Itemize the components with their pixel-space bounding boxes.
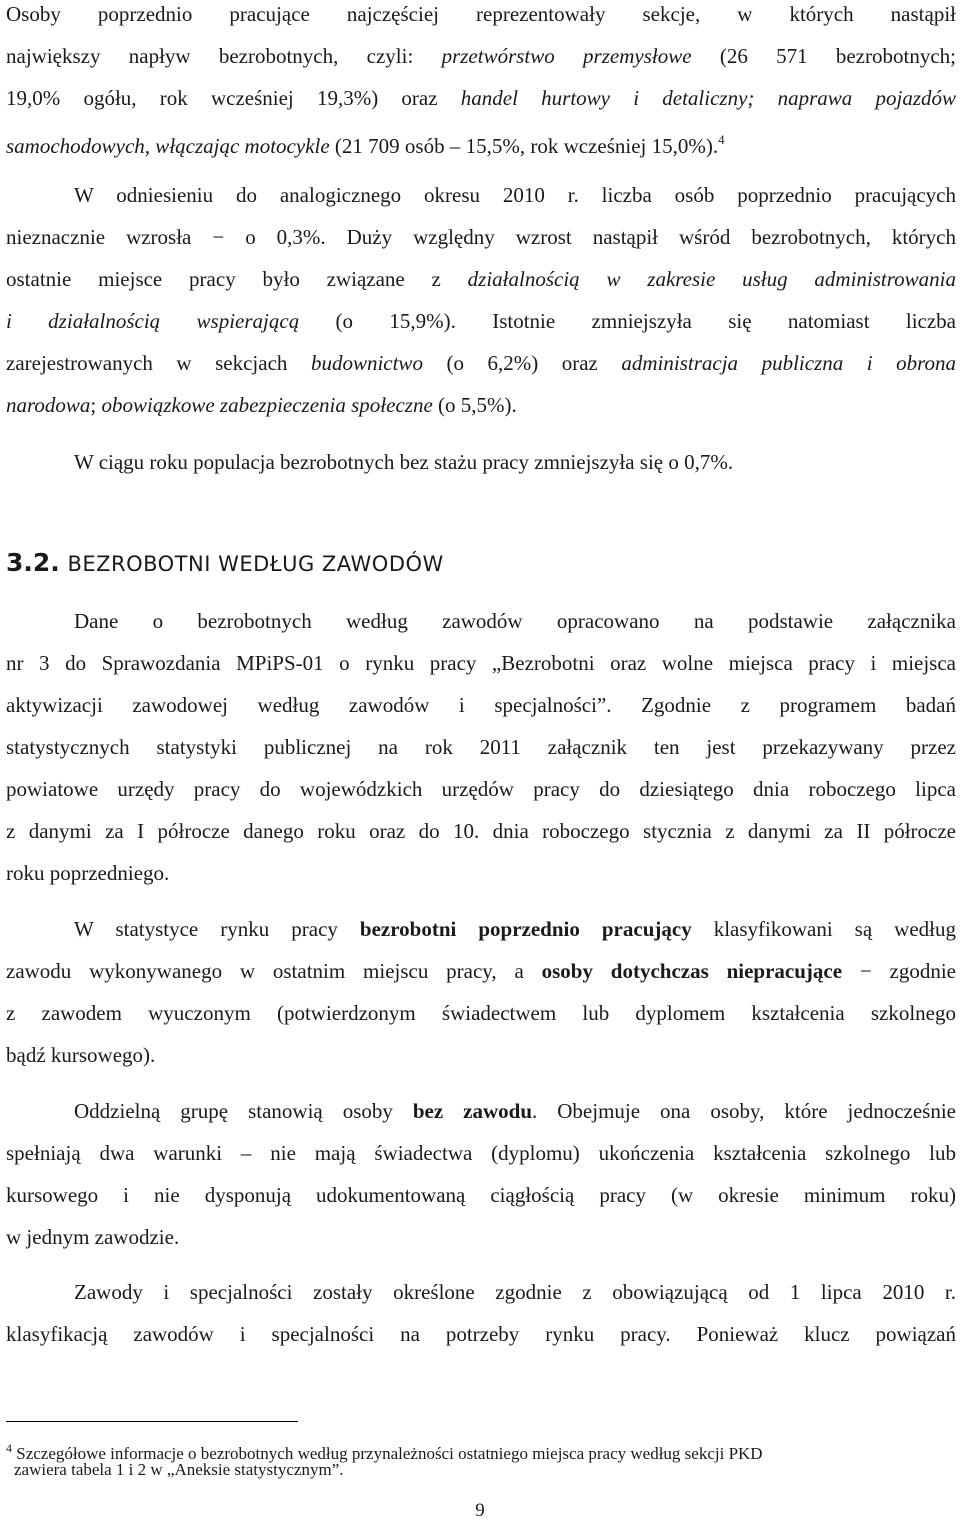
text: klasyfikowani są według — [691, 917, 957, 941]
paragraph-1-line-1 — [6, 0, 956, 28]
text: Oddzielną grupę stanowią osoby — [74, 1099, 413, 1123]
text: bądź kursowego). — [6, 1043, 156, 1067]
text: (o 6,2%) oraz — [422, 351, 622, 375]
paragraph-5-line-4 — [6, 1041, 956, 1069]
paragraph-2-line-1 — [74, 181, 956, 209]
text: zawodu wykonywanego w ostatnim miejscu pracy, a — [6, 959, 542, 983]
italic-text: działalnością w zakresie usług administrowania — [467, 267, 956, 291]
text: (o 5,5%). — [432, 393, 517, 417]
text: W statystyce rynku pracy — [74, 917, 360, 941]
text: (26 571 bezrobotnych; — [691, 44, 956, 68]
page-number: 9 — [475, 1500, 485, 1521]
text: aktywizacji zawodowej według zawodów i specjalności”. Zgodnie z programem badań — [6, 693, 956, 717]
paragraph-2-line-2 — [6, 223, 956, 251]
text: zawiera tabela 1 i 2 w „Aneksie statystycznym”. — [14, 1460, 344, 1479]
paragraph-7-line-2 — [6, 1320, 956, 1348]
paragraph-1-line-4 — [6, 126, 956, 160]
paragraph-6-line-1 — [74, 1097, 956, 1125]
text: statystycznych statystyki publicznej na rok 2011 załącznik ten jest przekazywany przez — [6, 735, 956, 759]
text: roku poprzedniego. — [6, 861, 170, 885]
text: w jednym zawodzie. — [6, 1225, 180, 1249]
section-title: BEZROBOTNI WEDŁUG ZAWODÓW — [67, 552, 444, 576]
text: z zawodem wyuczonym (potwierdzonym świadectwem lub dyplomem kształcenia szkolnego — [6, 1001, 956, 1025]
text: (o 15,9%). Istotnie zmniejszyła się natomiast liczba — [299, 309, 957, 333]
paragraph-4-line-6 — [6, 817, 956, 845]
paragraph-1-line-2 — [6, 42, 956, 70]
text: W odniesieniu do analogicznego okresu 2010 r. liczba osób poprzednio pracujących — [74, 183, 956, 207]
paragraph-4-line-5 — [6, 775, 956, 803]
text: klasyfikacją zawodów i specjalności na potrzeby rynku pracy. Ponieważ klucz powiązań — [6, 1322, 956, 1346]
paragraph-6-line-3 — [6, 1181, 956, 1209]
text: (21 709 osób – 15,5%, rok wcześniej 15,0%). — [329, 134, 719, 158]
paragraph-2-line-5 — [6, 349, 956, 377]
paragraph-4-line-4 — [6, 733, 956, 761]
text: Dane o bezrobotnych według zawodów opracowano na podstawie załącznika — [74, 609, 956, 633]
paragraph-7-line-1 — [74, 1278, 956, 1306]
paragraph-6-line-4 — [6, 1223, 956, 1251]
paragraph-4-line-2 — [6, 649, 956, 677]
paragraph-4-line-7 — [6, 859, 956, 887]
text: 19,0% ogółu, rok wcześniej 19,3%) oraz — [6, 86, 461, 110]
text: . Obejmuje ona osoby, które jednocześnie — [532, 1099, 956, 1123]
text: Szczegółowe informacje o bezrobotnych według przynależności ostatniego miejsca pracy według sekcji PKD — [12, 1444, 763, 1463]
text: powiatowe urzędy pracy do wojewódzkich urzędów pracy do dziesiątego dnia roboczego lipca — [6, 777, 956, 801]
bold-text: bez zawodu — [412, 1099, 533, 1123]
paragraph-4-line-1 — [74, 607, 956, 635]
footnote-reference: 4 — [718, 132, 725, 147]
text: W ciągu roku populacja bezrobotnych bez stażu pracy zmniejszyła się o 0,7%. — [74, 450, 734, 474]
text: ostatnie miejsce pracy było związane z — [6, 267, 468, 291]
italic-text: samochodowych, włączając motocykle — [6, 134, 330, 158]
text: spełniają dwa warunki – nie mają świadectwa (dyplomu) ukończenia kształcenia szkolnego lub — [6, 1141, 956, 1165]
section-number: 3.2. — [6, 548, 60, 577]
paragraph-5-line-1 — [74, 915, 956, 943]
paragraph-5-line-3 — [6, 999, 956, 1027]
paragraph-3 — [74, 448, 956, 476]
text: największy napływ bezrobotnych, czyli: — [6, 44, 442, 68]
paragraph-2-line-4 — [6, 307, 956, 335]
text: kursowego i nie dysponują udokumentowaną ciągłością pracy (w okresie minimum roku) — [6, 1183, 956, 1207]
paragraph-6-line-2 — [6, 1139, 956, 1167]
footnote-marker: 4 — [6, 1441, 12, 1455]
paragraph-4-line-3 — [6, 691, 956, 719]
text: − zgodnie — [842, 959, 957, 983]
bold-text: osoby dotychczas niepracujące — [541, 959, 843, 983]
italic-text: i działalnością wspierającą — [6, 309, 300, 333]
text: z danymi za I półrocze danego roku oraz do 10. dnia roboczego stycznia z danymi za II półrocze — [6, 819, 956, 843]
italic-text: budownictwo — [310, 351, 423, 375]
italic-text: przetwórstwo przemysłowe — [441, 44, 692, 68]
paragraph-5-line-2 — [6, 957, 956, 985]
paragraph-1-line-3 — [6, 84, 956, 112]
section-heading — [6, 548, 444, 577]
italic-text: narodowa — [6, 393, 91, 417]
italic-text: obowiązkowe zabezpieczenia społeczne — [101, 393, 433, 417]
text: ; — [90, 393, 102, 417]
footnote-line-2 — [14, 1459, 960, 1481]
text: Zawody i specjalności zostały określone zgodnie z obowiązującą od 1 lipca 2010 r. — [74, 1280, 956, 1304]
text: nieznacznie wzrosła − o 0,3%. Duży względny wzrost nastąpił wśród bezrobotnych, których — [6, 225, 956, 249]
italic-text: administracja publiczna i obrona — [621, 351, 957, 375]
text: nr 3 do Sprawozdania MPiPS-01 o rynku pracy „Bezrobotni oraz wolne miejsca pracy i miejsca — [6, 651, 956, 675]
bold-text: bezrobotni poprzednio pracujący — [359, 917, 692, 941]
italic-text: handel hurtowy i detaliczny; naprawa pojazdów — [460, 86, 957, 110]
paragraph-2-line-3 — [6, 265, 956, 293]
text: zarejestrowanych w sekcjach — [6, 351, 311, 375]
text: Osoby poprzednio pracujące najczęściej reprezentowały sekcje, w których nastąpił — [6, 2, 956, 26]
paragraph-2-line-6 — [6, 391, 956, 419]
footnote-separator — [6, 1421, 298, 1422]
